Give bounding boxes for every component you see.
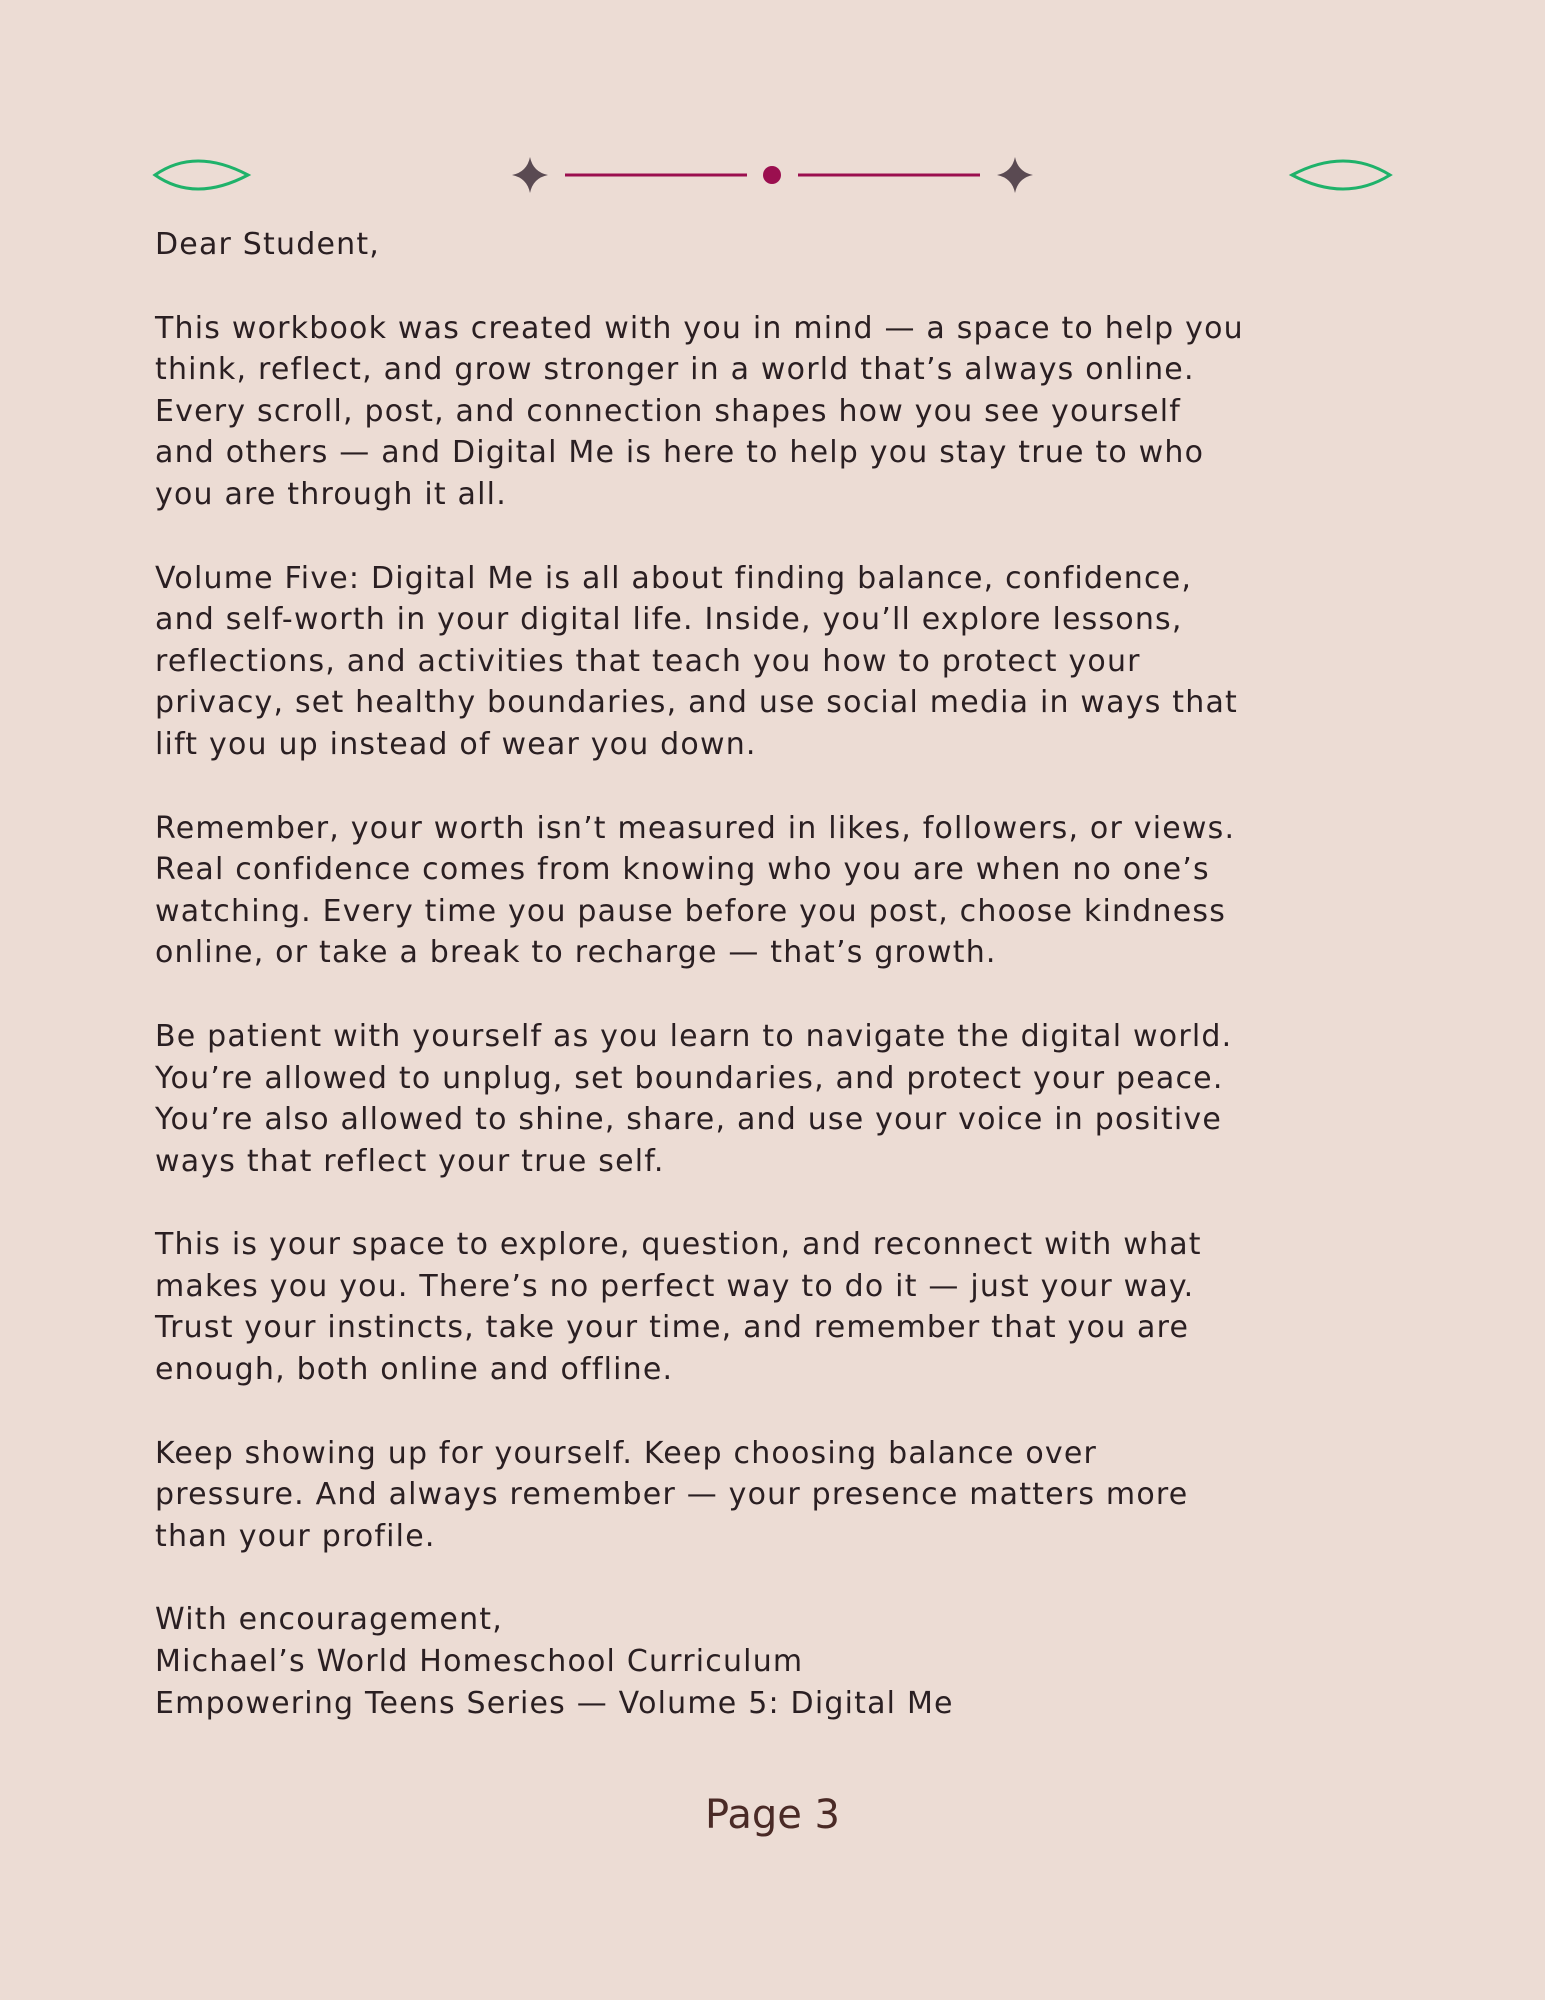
right-leaf-ornament	[1292, 161, 1390, 189]
letter-greeting: Dear Student,	[155, 227, 381, 262]
letter-signature: Michael’s World Homeschool Curriculum	[155, 1644, 804, 1680]
page-number: Page 3	[705, 1792, 840, 1838]
letter-closing: With encouragement,	[155, 1602, 503, 1638]
letter-paragraph: Volume Five: Digital Me is all about finding balance, confidence, and self-worth in your digital life. Inside, you’ll explore lessons, reflections, and activities that teach you how to protect your privacy, set healthy boundaries, and use social media in ways that lift you up instead of wear you down.	[155, 560, 1238, 762]
letter-body	[155, 224, 1405, 1724]
left-leaf-ornament	[155, 161, 248, 189]
right-star-ornament	[997, 157, 1033, 193]
letter-signoff	[155, 1599, 1405, 1724]
center-dot-ornament	[763, 166, 781, 184]
letter-paragraph: This is your space to explore, question, and reconnect with what makes you you. There’s no perfect way to do it — just your way. Trust your instincts, take your time, and remember that you are enough, both online and offline.	[155, 1227, 1202, 1388]
letter-paragraph: Keep showing up for yourself. Keep choosing balance over pressure. And always remember — your presence matters more than your profile.	[155, 1435, 1189, 1554]
letter-paragraph: Remember, your worth isn’t measured in likes, followers, or views. Real confidence comes from knowing who you are when no one’s watching. Every time you pause before you post, choose kindness online, or take a break to recharge — that’s growth.	[155, 810, 1236, 971]
ornamental-divider	[150, 145, 1395, 205]
letter-paragraph: Be patient with yourself as you learn to navigate the digital world. You’re allowed to unplug, set boundaries, and protect your peace. You’re also allowed to shine, share, and use your voice in positive ways that reflect your true self.	[155, 1018, 1233, 1179]
letter-paragraph: This workbook was created with you in mind — a space to help you think, reflect, and grow stronger in a world that’s always online. Every scroll, post, and connection shapes how you see yourself and others — and Digital Me is here to help you stay true to who you are through it all.	[155, 310, 1244, 512]
letter-series-title: Empowering Teens Series — Volume 5: Digital Me	[155, 1685, 954, 1721]
left-star-ornament	[512, 157, 548, 193]
